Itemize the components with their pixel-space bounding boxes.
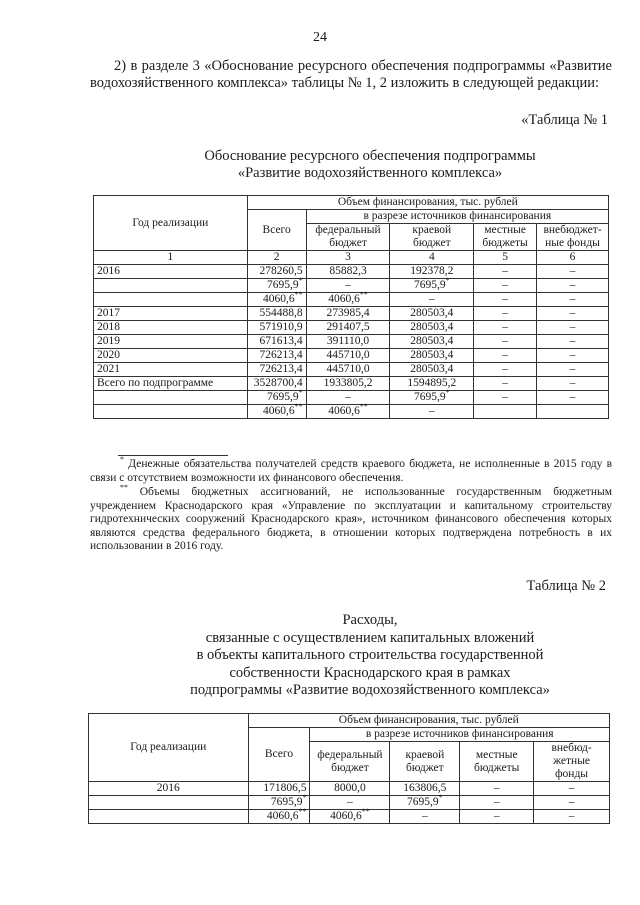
table2-value-extra: –: [568, 782, 575, 794]
table1-cell-regional: [390, 377, 474, 391]
table1-value-federal: 1933805,2: [323, 377, 373, 389]
table2-value-extra: –: [568, 810, 575, 822]
table2-cell-local: [460, 782, 534, 796]
table1-colnum-6: 6: [537, 251, 609, 265]
footnote-2-text: Объемы бюджетных ассигнований, не использованные государственным бюджетным учреждением Краснодарского края «Управление по эксплуатации и капитальному строительству гидротехнических сооружений Краснодарского края», источником финансового обеспечения которых являются средства федерального бюджета, в отношении которых подтверждена потребность в их использовании в 2016 году.: [90, 486, 612, 552]
table1-value-regional: 280503,4: [410, 349, 454, 361]
footnote-2: [90, 483, 612, 554]
table1-value-regional: –: [428, 405, 435, 417]
table1-value-total: 671613,4: [259, 335, 303, 347]
table1-cell-local: [474, 349, 537, 363]
table1-title-line2: «Развитие водохозяйственного комплекса»: [237, 165, 503, 181]
table1-cell-local: [474, 279, 537, 293]
table1-value-regional: 280503,4: [410, 335, 454, 347]
table1-value-year: 2018: [97, 321, 120, 333]
table1-cell-extra: [537, 405, 609, 419]
table2-footnote-mark: **: [298, 807, 307, 817]
table1-header-year: Год реализации: [94, 196, 248, 251]
footnote-1: [90, 455, 613, 485]
table1-header-federal: федеральный бюджет: [306, 224, 390, 251]
table1-value-total: 4060,6: [262, 405, 295, 417]
table1-cell-total: [247, 265, 306, 279]
table2-cell-regional: [390, 793, 460, 810]
table1-cell-total: [247, 307, 306, 321]
table-row: [94, 377, 609, 391]
table1-cell-local: [474, 363, 537, 377]
table-row: [94, 363, 609, 377]
table1-value-federal: –: [345, 279, 351, 291]
table1-value-local: –: [502, 377, 508, 389]
table1-footnote-mark: *: [298, 276, 303, 286]
table1-header-by-source: в разрезе источников финансирования: [306, 210, 608, 224]
table2-value-regional: 7695,9: [407, 796, 439, 808]
table1-value-extra: –: [569, 265, 576, 277]
table2-footnote-mark: **: [361, 807, 370, 817]
table1-cell-federal: [306, 391, 390, 405]
table-row: [89, 810, 610, 824]
table1-value-federal: 273985,4: [326, 307, 370, 319]
table1-value-total: 7695,9: [266, 391, 299, 403]
table1-header-extra: внебюджет-ные фонды: [537, 224, 609, 251]
table1-value-extra: –: [569, 293, 576, 305]
table1-cell-total: [247, 363, 306, 377]
table1-value-year: 2019: [97, 335, 120, 347]
table2-title: [150, 612, 590, 700]
table1-value-total: 3528700,4: [253, 377, 303, 389]
table1-cell-regional: [390, 293, 474, 307]
table1-cell-federal: [306, 265, 390, 279]
table1-colnum-5: 5: [474, 251, 537, 265]
table2-value-regional: 163806,5: [403, 782, 447, 794]
table1-cell-total: [247, 290, 306, 307]
table2-value-federal: 8000,0: [334, 782, 366, 794]
table1-header-total: Всего: [247, 210, 306, 251]
table1-value-total: 726213,4: [259, 349, 303, 361]
table1-header-local: местные бюджеты: [474, 224, 537, 251]
table1-cell-total: [247, 377, 306, 391]
table2-cell-total: [248, 782, 310, 796]
table2: [88, 713, 610, 824]
table2-header-federal: федеральный бюджет: [310, 742, 390, 782]
table2-header-extra: внебюд-жетные фонды: [534, 742, 610, 782]
table2-value-year: 2016: [156, 782, 180, 794]
table2-body: [89, 782, 610, 824]
table1-cell-extra: [537, 363, 609, 377]
table2-value-local: –: [493, 810, 500, 822]
table1-cell-year: [94, 405, 248, 419]
table1-cell-extra: [537, 377, 609, 391]
table-row: [94, 307, 609, 321]
table1-value-year: Всего по подпрограмме: [97, 377, 214, 389]
table1-value-total: 554488,8: [259, 307, 303, 319]
table1-cell-regional: [390, 276, 474, 293]
table2-title-line1: Расходы,: [342, 612, 398, 628]
table1-cell-federal: [306, 290, 390, 307]
table1-header-regional: краевой бюджет: [390, 224, 474, 251]
table2-header-year: Год реализации: [89, 714, 249, 782]
table1-cell-federal: [306, 335, 390, 349]
table1-cell-year: [94, 335, 248, 349]
table2-cell-year: [89, 810, 249, 824]
table1-cell-local: [474, 293, 537, 307]
table1-value-local: –: [502, 265, 508, 277]
table1-value-local: –: [502, 279, 508, 291]
page-number: 24: [313, 30, 327, 45]
table1-colnum-4: 4: [390, 251, 474, 265]
table1-cell-federal: [306, 321, 390, 335]
table1-value-federal: 4060,6: [328, 405, 360, 417]
table1-cell-regional: [390, 265, 474, 279]
table1-value-federal: 445710,0: [326, 349, 370, 361]
table1-value-total: 7695,9: [266, 279, 299, 291]
table1-cell-extra: [537, 391, 609, 405]
table2-cell-extra: [534, 810, 610, 824]
table2-header-volume: Объем финансирования, тыс. рублей: [248, 714, 609, 728]
table1-footnote-mark: *: [445, 388, 450, 398]
table2-title-line3: в объекты капитального строительства государственной: [196, 647, 544, 663]
table1-colnum-2: 2: [247, 251, 306, 265]
table2-value-extra: –: [568, 796, 575, 808]
table2-header-regional: краевой бюджет: [390, 742, 460, 782]
table2-value-local: –: [493, 782, 500, 794]
table1-cell-total: [247, 321, 306, 335]
table1-cell-total: [247, 335, 306, 349]
table1-cell-local: [474, 335, 537, 349]
table2-cell-federal: [310, 782, 390, 796]
table2-cell-regional: [390, 810, 460, 824]
table1-cell-year: [94, 279, 248, 293]
table1-label: «Таблица № 1: [521, 112, 608, 128]
table1-value-extra: –: [569, 363, 576, 375]
table2-title-line2: связанные с осуществлением капитальных вложений: [205, 629, 535, 646]
table-row: [94, 265, 609, 279]
table2-cell-local: [460, 796, 534, 810]
table2-value-federal: –: [347, 796, 353, 808]
table2-cell-extra: [534, 782, 610, 796]
table1-cell-total: [247, 349, 306, 363]
table1-value-year: 2016: [97, 265, 120, 277]
footnote-1-text: Денежные обязательства получателей средств краевого бюджета, не исполненные в 2015 году в связи с отсутствием возможности их финансового обеспечения.: [90, 458, 613, 484]
table-row: [94, 321, 609, 335]
table1-cell-regional: [390, 335, 474, 349]
table1-value-extra: –: [569, 391, 576, 403]
table1-footnote-mark: *: [445, 276, 450, 286]
table-row: [94, 335, 609, 349]
table1-cell-year: [94, 293, 248, 307]
table1-cell-year: [94, 391, 248, 405]
table1-value-local: –: [502, 307, 508, 319]
table1-cell-year: [94, 363, 248, 377]
table1-value-total: 4060,6: [262, 293, 295, 305]
table2-cell-total: [248, 807, 310, 824]
footnote-separator: [118, 455, 228, 456]
table1-footnote-mark: **: [359, 402, 368, 412]
table1-cell-local: [474, 391, 537, 405]
table1-cell-federal: [306, 349, 390, 363]
table1-cell-extra: [537, 279, 609, 293]
table-row: [94, 405, 609, 419]
table1-colnum-3: 3: [306, 251, 390, 265]
table1-cell-extra: [537, 307, 609, 321]
table1-value-local: –: [502, 321, 508, 333]
table-row: [89, 796, 610, 810]
table1-value-regional: 280503,4: [410, 307, 454, 319]
table1-footnote-mark: **: [359, 290, 368, 300]
table1-value-regional: 280503,4: [410, 363, 454, 375]
table1-cell-year: [94, 321, 248, 335]
table2-footnote-mark: *: [302, 793, 307, 803]
table2-header-local: местные бюджеты: [460, 742, 534, 782]
table1-value-year: 2021: [97, 363, 120, 375]
table1-value-regional: 7695,9: [414, 279, 446, 291]
table1-body: [94, 265, 609, 419]
table1-cell-extra: [537, 265, 609, 279]
table1-header-volume: Объем финансирования, тыс. рублей: [247, 196, 608, 210]
table1-cell-year: [94, 265, 248, 279]
table2-title-line4: собственности Краснодарского края в рамках: [229, 664, 511, 681]
table2-cell-extra: [534, 796, 610, 810]
table1-value-federal: 391110,0: [326, 335, 370, 347]
table1-cell-year: [94, 349, 248, 363]
table1-cell-year: [94, 377, 248, 391]
table1-cell-extra: [537, 335, 609, 349]
table1-footnote-mark: **: [294, 290, 303, 300]
table1-value-local: –: [502, 335, 508, 347]
table1-value-regional: 192378,2: [410, 265, 454, 277]
table1-title: [150, 148, 590, 182]
table2-value-regional: –: [421, 810, 428, 822]
table1-cell-extra: [537, 321, 609, 335]
table2-value-federal: 4060,6: [330, 810, 362, 822]
table1-cell-federal: [306, 402, 390, 419]
table2-cell-regional: [390, 782, 460, 796]
table1-value-extra: –: [569, 321, 576, 333]
table2-value-total: 4060,6: [266, 810, 299, 822]
table1-cell-local: [474, 265, 537, 279]
table1-colnum-1: 1: [94, 251, 248, 265]
table-row: [94, 279, 609, 293]
table1-cell-federal: [306, 363, 390, 377]
table2-header-by-source: в разрезе источников финансирования: [310, 728, 610, 742]
table1-cell-federal: [306, 377, 390, 391]
footnote-1-mark: *: [120, 455, 124, 465]
table1-value-extra: –: [569, 377, 576, 389]
table1-value-local: –: [502, 293, 508, 305]
table1-cell-total: [247, 402, 306, 419]
table1-footnote-mark: **: [294, 402, 303, 412]
table1-cell-extra: [537, 349, 609, 363]
table1-value-regional: 1594895,2: [407, 377, 457, 389]
intro-paragraph: 2) в разделе 3 «Обоснование ресурсного обеспечения подпрограммы «Развитие водохозяйственного комплекса» таблицы № 1, 2 изложить в следующей редакции:: [90, 58, 612, 91]
table1-cell-federal: [306, 307, 390, 321]
footnote-2-mark: **: [120, 483, 128, 493]
table1-cell-local: [474, 321, 537, 335]
table1-value-federal: 4060,6: [328, 293, 360, 305]
table1-value-total: 571910,9: [259, 321, 303, 333]
table1-value-local: –: [502, 391, 508, 403]
table1-cell-regional: [390, 349, 474, 363]
table-row: [94, 391, 609, 405]
table1-value-federal: –: [345, 391, 351, 403]
table1-value-total: 278260,5: [259, 265, 303, 277]
table-row: [89, 782, 610, 796]
table2-header-total: Всего: [248, 728, 310, 782]
table1-value-federal: 85882,3: [329, 265, 367, 277]
table1: [93, 195, 609, 419]
table1-value-year: 2017: [97, 307, 120, 319]
table1-cell-regional: [390, 321, 474, 335]
table1-value-regional: 7695,9: [414, 391, 446, 403]
table-row: [94, 349, 609, 363]
table1-value-local: –: [502, 363, 508, 375]
table1-cell-regional: [390, 307, 474, 321]
table1-value-year: 2020: [97, 349, 120, 361]
table2-cell-year: [89, 796, 249, 810]
table1-value-regional: 280503,4: [410, 321, 454, 333]
table1-cell-local: [474, 405, 537, 419]
table1-value-extra: –: [569, 349, 576, 361]
table1-cell-extra: [537, 293, 609, 307]
table2-value-total: 171806,5: [263, 782, 307, 794]
table2-label: Таблица № 2: [526, 578, 606, 594]
table1-value-extra: –: [569, 307, 576, 319]
table1-value-federal: 291407,5: [326, 321, 370, 333]
table1-title-line1: Обоснование ресурсного обеспечения подпрограммы: [204, 148, 536, 164]
table-row: [94, 293, 609, 307]
table1-cell-regional: [390, 363, 474, 377]
table1-cell-local: [474, 377, 537, 391]
table2-value-local: –: [493, 796, 500, 808]
table2-cell-local: [460, 810, 534, 824]
table1-value-extra: –: [569, 335, 576, 347]
table1-cell-year: [94, 307, 248, 321]
table1-cell-regional: [390, 405, 474, 419]
table1-value-regional: –: [428, 293, 435, 305]
table2-title-line5: подпрограммы «Развитие водохозяйственного комплекса»: [190, 682, 550, 698]
table1-cell-federal: [306, 279, 390, 293]
table1-value-local: –: [502, 349, 508, 361]
table2-value-total: 7695,9: [270, 796, 303, 808]
table2-footnote-mark: *: [438, 793, 443, 803]
table1-value-total: 726213,4: [259, 363, 303, 375]
table1-cell-regional: [390, 388, 474, 405]
table2-cell-federal: [310, 796, 390, 810]
table2-cell-year: [89, 782, 249, 796]
table1-footnote-mark: *: [298, 388, 303, 398]
table1-value-federal: 445710,0: [326, 363, 370, 375]
table1-cell-local: [474, 307, 537, 321]
table2-cell-federal: [310, 807, 390, 824]
table1-value-extra: –: [569, 279, 576, 291]
